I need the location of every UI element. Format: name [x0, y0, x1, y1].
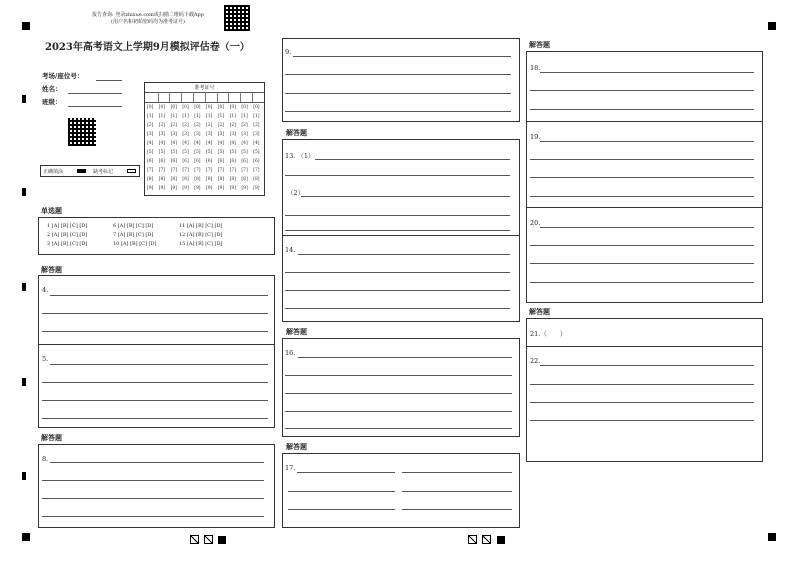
answer-line-19[interactable]	[530, 177, 754, 178]
answer-box-16	[282, 338, 520, 437]
exam-id-bubble[interactable]: [3]	[217, 132, 225, 137]
exam-id-column-divider	[181, 92, 182, 102]
answer-line-18[interactable]	[530, 109, 754, 110]
exam-id-bubble[interactable]: [3]	[206, 132, 213, 137]
answer-line-5[interactable]	[42, 418, 268, 419]
section-title-answer: 解答题	[529, 307, 550, 316]
fill-legend	[40, 165, 140, 177]
exam-id-bubble[interactable]: [5]	[194, 150, 201, 155]
question-22-number: 22.	[530, 357, 541, 365]
page-code-box	[204, 535, 213, 544]
missing-mark-label: 缺考标记	[93, 169, 114, 175]
question-5-number: 5.	[42, 355, 49, 363]
answer-line-17[interactable]	[402, 509, 512, 510]
answer-line-5[interactable]	[42, 400, 268, 401]
exam-id-bubble[interactable]: [2]	[147, 123, 154, 128]
mc-section-title: 单选题	[41, 206, 62, 215]
exam-id-bubble[interactable]: [4]	[182, 141, 189, 146]
answer-line-5[interactable]	[50, 364, 268, 365]
exam-id-bubble[interactable]: [2]	[206, 123, 213, 128]
exam-id-bubble[interactable]: [2]	[241, 123, 248, 128]
mc-option-row[interactable]: 7 [A] [B] [C] [D]	[113, 232, 154, 238]
exam-id-bubble[interactable]: [7]	[170, 168, 177, 173]
mc-option-row[interactable]: 12 [A] [B] [C] [D]	[179, 232, 223, 238]
exam-id-bubble[interactable]: [8]	[229, 177, 236, 182]
question-20-number: 20.	[530, 219, 541, 227]
answer-line-19[interactable]	[530, 196, 754, 197]
mc-box	[38, 217, 275, 255]
timing-mark	[22, 378, 26, 386]
exam-id-bubble[interactable]: [8]	[147, 177, 154, 182]
answer-line-17[interactable]	[288, 509, 395, 510]
exam-id-bubble[interactable]: [9]	[253, 186, 260, 191]
answer-line-17[interactable]	[288, 491, 395, 492]
exam-id-bubble[interactable]: [9]	[229, 186, 236, 191]
exam-id-bubble[interactable]: [5]	[241, 150, 248, 155]
exam-id-bubble[interactable]: [4]	[206, 141, 213, 146]
exam-id-bubble[interactable]: [0]	[170, 105, 177, 110]
section-title-answer: 解答题	[286, 442, 307, 451]
exam-id-column-divider	[252, 92, 253, 102]
exam-id-bubble[interactable]: [6]	[182, 159, 189, 164]
answer-line-9[interactable]	[285, 111, 511, 112]
exam-id-bubble[interactable]: [1]	[158, 114, 166, 119]
answer-line-13[interactable]	[285, 215, 510, 216]
exam-id-bubble[interactable]: [7]	[241, 168, 248, 173]
exam-id-bubble[interactable]: [8]	[253, 177, 260, 182]
exam-id-bubble[interactable]: [3]	[158, 132, 166, 137]
exam-id-bubble[interactable]: [2]	[170, 123, 177, 128]
answer-line-4[interactable]	[42, 313, 268, 314]
student-qr-code	[68, 118, 96, 146]
exam-id-bubble[interactable]: [3]	[253, 132, 260, 137]
qr-code	[224, 5, 250, 31]
answer-line-9[interactable]	[285, 74, 511, 75]
exam-id-bubble[interactable]: [0]	[241, 105, 248, 110]
exam-id-bubble[interactable]: [5]	[182, 150, 189, 155]
answer-line-8[interactable]	[42, 498, 264, 499]
exam-id-bubble[interactable]: [5]	[229, 150, 236, 155]
exam-id-bubble[interactable]: [4]	[217, 141, 225, 146]
exam-id-bubble[interactable]: [4]	[229, 141, 236, 146]
exam-id-bubble[interactable]: [6]	[206, 159, 213, 164]
exam-id-bubble[interactable]: [8]	[170, 177, 177, 182]
mc-option-row[interactable]: 2 [A] [B] [C] [D]	[47, 232, 88, 238]
section-title-answer: 解答题	[286, 327, 307, 336]
answer-line-20[interactable]	[530, 263, 754, 264]
question-19-number: 19.	[530, 133, 541, 141]
question-17-number: 17.	[285, 464, 296, 472]
exam-id-bubble[interactable]: [2]	[158, 123, 166, 128]
exam-id-bubble[interactable]: [6]	[241, 159, 248, 164]
answer-line-16[interactable]	[285, 428, 512, 429]
section-title-answer: 解答题	[529, 40, 550, 49]
exam-id-bubble[interactable]: [5]	[147, 150, 154, 155]
exam-id-bubble[interactable]: [8]	[194, 177, 201, 182]
exam-id-bubble[interactable]: [6]	[229, 159, 236, 164]
mc-option-row[interactable]: 1 [A] [B] [C] [D]	[47, 223, 88, 229]
exam-id-bubble[interactable]: [9]	[147, 186, 154, 191]
exam-id-bubble[interactable]: [8]	[158, 177, 166, 182]
exam-id-bubble[interactable]: [3]	[194, 132, 201, 137]
mc-option-row[interactable]: 3 [A] [B] [C] [D]	[47, 241, 88, 247]
exam-id-bubble[interactable]: [6]	[253, 159, 260, 164]
section-title-answer: 解答题	[41, 265, 62, 274]
answer-line-17[interactable]	[402, 472, 512, 473]
exam-id-bubble[interactable]: [7]	[158, 168, 166, 173]
timing-mark	[22, 95, 26, 103]
exam-id-column-divider	[240, 92, 241, 102]
exam-id-bubble[interactable]: [1]	[253, 114, 260, 119]
exam-id-label: 准考证号	[194, 85, 215, 91]
exam-id-bubble[interactable]: [2]	[229, 123, 236, 128]
answer-line-4[interactable]	[42, 331, 268, 332]
exam-id-bubble[interactable]: [5]	[170, 150, 177, 155]
answer-line-9[interactable]	[293, 56, 511, 57]
exam-id-bubble[interactable]: [3]	[229, 132, 236, 137]
exam-id-bubble[interactable]: [1]	[147, 114, 154, 119]
answer-line-22[interactable]	[540, 365, 754, 366]
exam-id-column-divider	[228, 92, 229, 102]
exam-id-bubble[interactable]: [6]	[147, 159, 154, 164]
exam-id-bubble[interactable]: [7]	[253, 168, 260, 173]
answer-line-9[interactable]	[285, 93, 511, 94]
answer-line-14[interactable]	[285, 290, 510, 291]
answer-line-13[interactable]	[301, 196, 510, 197]
name-label: 姓名：	[42, 85, 62, 93]
answer-line-14[interactable]	[298, 254, 510, 255]
exam-id-bubble[interactable]: [7]	[206, 168, 213, 173]
exam-id-bubble[interactable]: [6]	[170, 159, 177, 164]
correct-fill-label: 正确填涂	[43, 169, 64, 175]
answer-line-13[interactable]	[285, 175, 510, 176]
exam-id-bubble[interactable]: [8]	[241, 177, 248, 182]
exam-id-column-divider	[205, 92, 206, 102]
exam-id-bubble[interactable]: [1]	[206, 114, 213, 119]
exam-id-bubble[interactable]: [3]	[147, 132, 154, 137]
answer-line-22[interactable]	[530, 384, 754, 385]
timing-mark	[497, 536, 505, 544]
exam-id-bubble[interactable]: [3]	[182, 132, 189, 137]
section-title-answer: 解答题	[286, 128, 307, 137]
exam-id-bubble[interactable]: [6]	[158, 159, 166, 164]
section-title-answer: 解答题	[41, 433, 62, 442]
answer-line-8[interactable]	[42, 480, 264, 481]
question-4-number: 4.	[42, 286, 49, 294]
registration-mark	[22, 533, 30, 541]
exam-id-bubble[interactable]: [0]	[253, 105, 260, 110]
class-field[interactable]	[68, 106, 122, 107]
exam-id-bubble[interactable]: [3]	[241, 132, 248, 137]
exam-id-bubble[interactable]: [6]	[194, 159, 201, 164]
exam-id-bubble[interactable]: [5]	[253, 150, 260, 155]
exam-id-bubble[interactable]: [0]	[206, 105, 213, 110]
exam-id-bubble[interactable]: [0]	[158, 105, 166, 110]
exam-id-bubble[interactable]: [2]	[182, 123, 189, 128]
exam-id-bubble[interactable]: [9]	[241, 186, 248, 191]
exam-id-bubble[interactable]: [6]	[217, 159, 225, 164]
exam-id-bubble[interactable]: [4]	[158, 141, 166, 146]
timing-mark	[22, 472, 26, 480]
exam-id-column-divider	[169, 92, 170, 102]
answer-line-20[interactable]	[530, 282, 754, 283]
page-code-box	[190, 535, 199, 544]
question-16-number: 16.	[285, 349, 296, 357]
exam-id-bubble[interactable]: [9]	[206, 186, 213, 191]
question-14-number: 14.	[285, 246, 296, 254]
question-8-number: 8.	[42, 455, 49, 463]
exam-id-bubble[interactable]: [9]	[194, 186, 201, 191]
class-label: 班级：	[42, 98, 62, 106]
answer-line-16[interactable]	[285, 411, 512, 412]
report-note-line2: (用户名和初始密码均为准考证号)	[111, 19, 185, 25]
exam-id-bubble[interactable]: [4]	[241, 141, 248, 146]
answer-line-20[interactable]	[540, 227, 754, 228]
timing-mark	[22, 283, 26, 291]
answer-line-19[interactable]	[540, 141, 754, 142]
exam-id-bubble[interactable]: [7]	[229, 168, 236, 173]
exam-id-bubble[interactable]: [8]	[206, 177, 213, 182]
missing-mark-box[interactable]	[127, 169, 136, 173]
question-13-1-number: 13. （1）	[285, 152, 315, 160]
question-21-number: 21.（ ）	[530, 330, 567, 338]
registration-mark	[768, 22, 776, 30]
exam-id-bubble[interactable]: [9]	[170, 186, 177, 191]
answer-line-18[interactable]	[530, 90, 754, 91]
exam-id-bubble[interactable]: [2]	[253, 123, 260, 128]
mc-option-row[interactable]: 11 [A] [B] [C] [D]	[179, 223, 223, 229]
answer-line-5[interactable]	[42, 382, 268, 383]
registration-mark	[22, 22, 30, 30]
exam-id-bubble[interactable]: [4]	[253, 141, 260, 146]
exam-id-bubble[interactable]: [4]	[147, 141, 154, 146]
answer-line-8[interactable]	[42, 516, 264, 517]
question-9-number: 9.	[285, 48, 292, 56]
answer-line-13[interactable]	[285, 230, 510, 231]
answer-line-22[interactable]	[530, 420, 754, 421]
answer-line-8[interactable]	[50, 462, 264, 463]
answer-line-4[interactable]	[50, 295, 268, 296]
exam-id-bubble[interactable]: [1]	[182, 114, 189, 119]
mc-option-row[interactable]: 10 [A] [B] [C] [D]	[113, 241, 157, 247]
exam-id-bubble[interactable]: [9]	[217, 186, 225, 191]
answer-box-9	[282, 38, 520, 122]
answer-line-16[interactable]	[298, 357, 512, 358]
exam-id-bubble[interactable]: [8]	[217, 177, 225, 182]
answer-line-22[interactable]	[530, 402, 754, 403]
exam-id-bubble[interactable]: [2]	[194, 123, 201, 128]
answer-box-21-22	[526, 318, 763, 462]
answer-line-16[interactable]	[285, 393, 512, 394]
exam-id-bubble[interactable]: [4]	[170, 141, 177, 146]
timing-mark	[218, 536, 226, 544]
exam-id-bubble[interactable]: [7]	[194, 168, 201, 173]
answer-line-18[interactable]	[540, 72, 754, 73]
exam-id-bubble[interactable]: [1]	[241, 114, 248, 119]
exam-id-column-divider	[193, 92, 194, 102]
question-18-number: 18.	[530, 64, 541, 72]
answer-line-17[interactable]	[297, 472, 395, 473]
exam-id-bubble[interactable]: [7]	[217, 168, 225, 173]
exam-id-bubble[interactable]: [8]	[182, 177, 189, 182]
exam-id-bubble[interactable]: [5]	[217, 150, 225, 155]
exam-id-bubble[interactable]: [0]	[194, 105, 201, 110]
mc-option-row[interactable]: 15 [A] [B] [C] [D]	[179, 241, 223, 247]
exam-id-bubble[interactable]: [1]	[229, 114, 236, 119]
mc-option-row[interactable]: 6 [A] [B] [C] [D]	[113, 223, 154, 229]
answer-line-16[interactable]	[285, 375, 512, 376]
timing-mark	[22, 188, 26, 196]
name-field[interactable]	[68, 93, 122, 94]
exam-id-bubble[interactable]: [9]	[182, 186, 189, 191]
exam-id-bubble[interactable]: [0]	[147, 105, 154, 110]
question-13-2-number: （2）	[287, 189, 305, 197]
seat-field[interactable]	[96, 80, 122, 81]
exam-id-bubble[interactable]: [4]	[194, 141, 201, 146]
page-code-box	[482, 535, 491, 544]
report-note-line1: 报告查询: 登录zhixue.com或扫描二维码下载App	[92, 12, 204, 18]
page-title: 2023年高考语文上学期9月模拟评估卷（一）	[45, 42, 250, 53]
answer-line-20[interactable]	[530, 245, 754, 246]
seat-label: 考场/座位号：	[42, 72, 84, 80]
report-note	[78, 12, 218, 26]
exam-id-column-divider	[217, 92, 218, 102]
exam-id-bubble[interactable]: [9]	[158, 186, 166, 191]
page-code-box	[468, 535, 477, 544]
answer-line-17[interactable]	[402, 491, 512, 492]
exam-id-bubble[interactable]: [7]	[182, 168, 189, 173]
answer-line-13[interactable]	[315, 159, 510, 160]
exam-id-bubble[interactable]: [0]	[217, 105, 225, 110]
exam-id-bubble[interactable]: [7]	[147, 168, 154, 173]
exam-id-bubble[interactable]: [1]	[194, 114, 201, 119]
exam-id-bubble[interactable]: [1]	[170, 114, 177, 119]
registration-mark	[768, 533, 776, 541]
exam-id-bubble[interactable]: [2]	[217, 123, 225, 128]
exam-id-bubble[interactable]: [3]	[170, 132, 177, 137]
exam-id-bubble[interactable]: [5]	[158, 150, 166, 155]
exam-id-grid	[144, 82, 265, 196]
exam-id-column-divider	[158, 92, 159, 102]
correct-fill-sample	[77, 169, 86, 173]
exam-id-bubble[interactable]: [1]	[217, 114, 225, 119]
exam-id-bubble[interactable]: [0]	[182, 105, 189, 110]
answer-line-14[interactable]	[285, 272, 510, 273]
answer-line-14[interactable]	[285, 308, 510, 309]
answer-line-19[interactable]	[530, 159, 754, 160]
answer-box-4-5	[38, 275, 275, 428]
exam-id-bubble[interactable]: [5]	[206, 150, 213, 155]
exam-id-bubble[interactable]: [0]	[229, 105, 236, 110]
